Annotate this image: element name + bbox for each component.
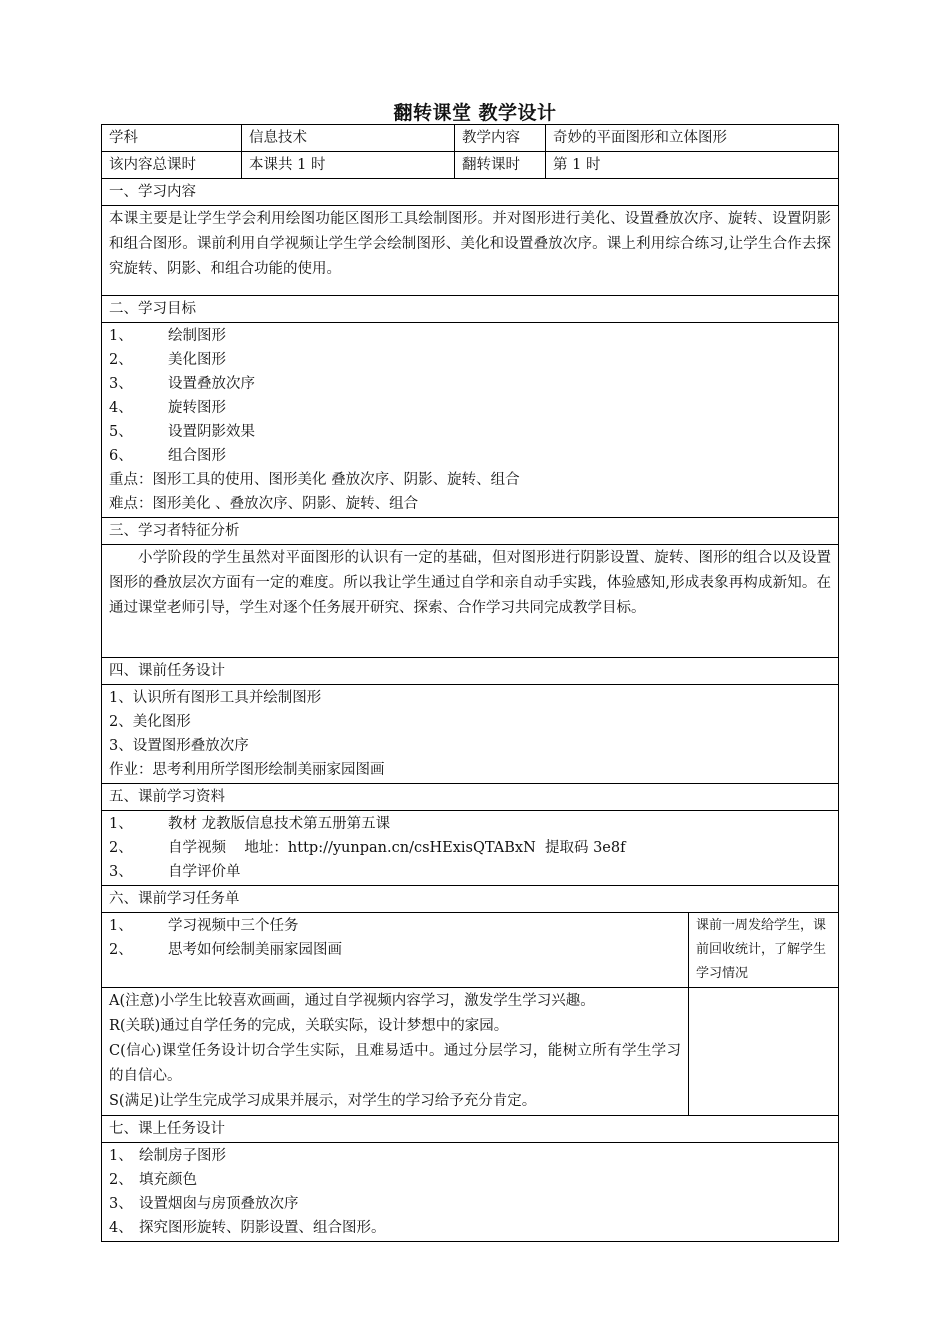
material-item: 3、 自学评价单 <box>109 864 241 880</box>
objective-item: 4、 旋转图形 <box>109 400 226 416</box>
subject-label: 学科 <box>102 125 242 152</box>
section-6-empty-cell <box>689 988 839 1116</box>
pre-class-task: 3、设置图形叠放次序 <box>109 738 249 754</box>
in-class-task: 3、 设置烟囱与房顶叠放次序 <box>109 1196 299 1212</box>
section-7-heading: 七、课上任务设计 <box>102 1116 839 1143</box>
section-6-heading: 六、课前学习任务单 <box>102 886 839 913</box>
material-item: 2、 自学视频 地址：http://yunpan.cn/csHExisQTABxN 提取码 3e8f <box>109 840 626 856</box>
subject-value: 信息技术 <box>242 125 455 152</box>
material-item: 1、 教材 龙教版信息技术第五册第五课 <box>109 816 391 832</box>
arcs-attention: A(注意)小学生比较喜欢画画，通过自学视频内容学习，激发学生学习兴趣。 <box>109 993 595 1009</box>
section-4-heading: 四、课前任务设计 <box>102 658 839 685</box>
page-title: 翻转课堂 教学设计 <box>393 102 557 124</box>
section-5-body <box>102 811 839 886</box>
flip-hours-label: 翻转课时 <box>455 152 546 179</box>
objective-item: 2、 美化图形 <box>109 352 226 368</box>
section-2-heading: 二、学习目标 <box>102 296 839 323</box>
objective-item: 6、 组合图形 <box>109 448 226 464</box>
arcs-relevance: R(关联)通过自学任务的完成，关联实际，设计梦想中的家园。 <box>109 1018 509 1034</box>
in-class-task: 4、 探究图形旋转、阴影设置、组合图形。 <box>109 1220 386 1236</box>
pre-class-task: 1、认识所有图形工具并绘制图形 <box>109 690 322 706</box>
objective-item: 3、 设置叠放次序 <box>109 376 255 392</box>
section-5-heading: 五、课前学习资料 <box>102 784 839 811</box>
key-points: 重点：图形工具的使用、图形美化 叠放次序、阴影、旋转、组合 <box>109 472 520 488</box>
header-row-1 <box>102 125 839 152</box>
section-2-body <box>102 323 839 518</box>
in-class-task: 1、 绘制房子图形 <box>109 1148 226 1164</box>
content-value: 奇妙的平面图形和立体图形 <box>546 125 839 152</box>
section-6-tasks <box>102 913 689 988</box>
section-3-heading: 三、学习者特征分析 <box>102 518 839 545</box>
arcs-satisfaction: S(满足)让学生完成学习成果并展示，对学生的学习给予充分肯定。 <box>109 1093 537 1109</box>
objective-item: 5、 设置阴影效果 <box>109 424 255 440</box>
total-hours-label: 该内容总课时 <box>102 152 242 179</box>
difficulties: 难点：图形美化 、叠放次序、阴影、旋转、组合 <box>109 496 419 512</box>
total-hours-value: 本课共 1 时 <box>242 152 455 179</box>
homework: 作业：思考利用所学图形绘制美丽家园图画 <box>109 762 385 778</box>
pre-class-task: 2、美化图形 <box>109 714 191 730</box>
section-6-arcs <box>102 988 689 1116</box>
flip-hours-value: 第 1 时 <box>546 152 839 179</box>
section-7-body <box>102 1143 839 1242</box>
in-class-task: 2、 填充颜色 <box>109 1172 197 1188</box>
section-1-heading: 一、学习内容 <box>102 179 839 206</box>
task-item: 2、 思考如何绘制美丽家园图画 <box>109 942 342 958</box>
section-4-body <box>102 685 839 784</box>
section-6-note: 课前一周发给学生，课前回收统计，了解学生学习情况 <box>689 913 839 988</box>
header-row-2 <box>102 152 839 179</box>
section-3-text: 小学阶段的学生虽然对平面图形的认识有一定的基础，但对图形进行阴影设置、旋转、图形的组合以及设置图形的叠放层次方面有一定的难度。所以我让学生通过自学和亲自动手实践，体验感知,形成表象再构成新知。在通过课堂老师引导，学生对逐个任务展开研究、探索、合作学习共同完成教学目标。 <box>109 550 831 616</box>
content-label: 教学内容 <box>455 125 546 152</box>
lesson-plan-table <box>101 124 839 1242</box>
arcs-confidence: C(信心)课堂任务设计切合学生实际，且难易适中。通过分层学习，能树立所有学生学习的自信心。 <box>109 1043 681 1084</box>
objective-item: 1、 绘制图形 <box>109 328 226 344</box>
task-item: 1、 学习视频中三个任务 <box>109 918 299 934</box>
section-1-text: 本课主要是让学生学会利用绘图功能区图形工具绘制图形。并对图形进行美化、设置叠放次序、旋转、设置阴影和组合图形。课前利用自学视频让学生学会绘制图形、美化和设置叠放次序。课上利用综合练习,让学生合作去探究旋转、阴影、和组合功能的使用。 <box>109 211 831 277</box>
